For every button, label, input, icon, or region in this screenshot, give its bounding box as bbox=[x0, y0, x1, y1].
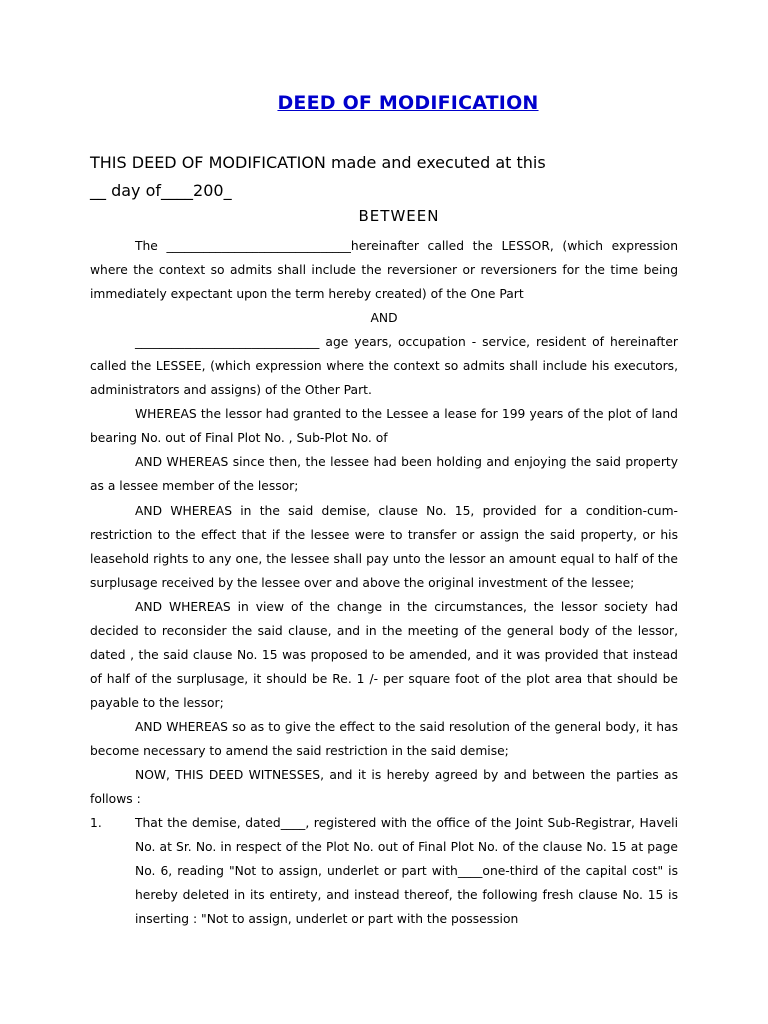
whereas-clause-15-paragraph: AND WHEREAS in the said demise, clause No. 15, provided for a condition-cum-restriction to the effect that if the lessee were to transfer or assign the said property, or his leasehold rights to any one, the lessee shall pay unto the lessor an amount equal to half of the surplusage received by the lessee over and above the original investment of the lessee; bbox=[90, 503, 678, 590]
intro-line-1: THIS DEED OF MODIFICATION made and executed at this bbox=[90, 153, 546, 172]
clause-item bbox=[90, 811, 678, 931]
whereas-holding-paragraph: AND WHEREAS since then, the lessee had been holding and enjoying the said property as a lessee member of the lessor; bbox=[90, 455, 678, 494]
lessor-paragraph: The ______________________________hereinafter called the LESSOR, (which expression where the context so admits shall include the reversioner or reversioners for the time being immediately expectant upon the term hereby created) of the One Part bbox=[90, 239, 678, 302]
lessee-paragraph: ______________________________ age years, occupation - service, resident of hereinafter called the LESSEE, (which expression where the context so admits shall include his executors, administrators and assigns) of the Other Part. bbox=[90, 335, 678, 398]
whereas-amend-paragraph: AND WHEREAS so as to give the effect to the said resolution of the general body, it has become necessary to amend the said restriction in the said demise; bbox=[90, 719, 678, 758]
intro-line-2: __ day of____200_ bbox=[90, 181, 232, 200]
and-separator: AND bbox=[370, 311, 398, 326]
clause-text: That the demise, dated____, registered with the office of the Joint Sub-Registrar, Haveli No. at Sr. No. in respect of the Plot No. out of Final Plot No. of the clause No. 15 at page No. 6, reading "Not to assign, underlet or part with____one-third of the capital cost" is hereby deleted in its entirety, and instead thereof, the following fresh clause No. 15 is inserting : "Not to assign, underlet or part with the possession bbox=[135, 816, 678, 927]
whereas-reconsider-paragraph: AND WHEREAS in view of the change in the circumstances, the lessor society had decided to reconsider the said clause, and in the meeting of the general body of the lessor, dated , the said clause No. 15 was proposed to be amended, and it was provided that instead of half of the surplusage, it should be Re. 1 /- per square foot of the plot area that should be payable to the lessor; bbox=[90, 599, 678, 710]
document-title: DEED OF MODIFICATION bbox=[277, 92, 539, 114]
clause-number: 1. bbox=[90, 816, 102, 831]
witnesses-paragraph: NOW, THIS DEED WITNESSES, and it is hereby agreed by and between the parties as follows : bbox=[90, 768, 678, 807]
document-body bbox=[90, 234, 678, 931]
between-heading: BETWEEN bbox=[358, 207, 440, 225]
whereas-lease-paragraph: WHEREAS the lessor had granted to the Lessee a lease for 199 years of the plot of land bearing No. out of Final Plot No. , Sub-Plot No. of bbox=[90, 407, 678, 446]
